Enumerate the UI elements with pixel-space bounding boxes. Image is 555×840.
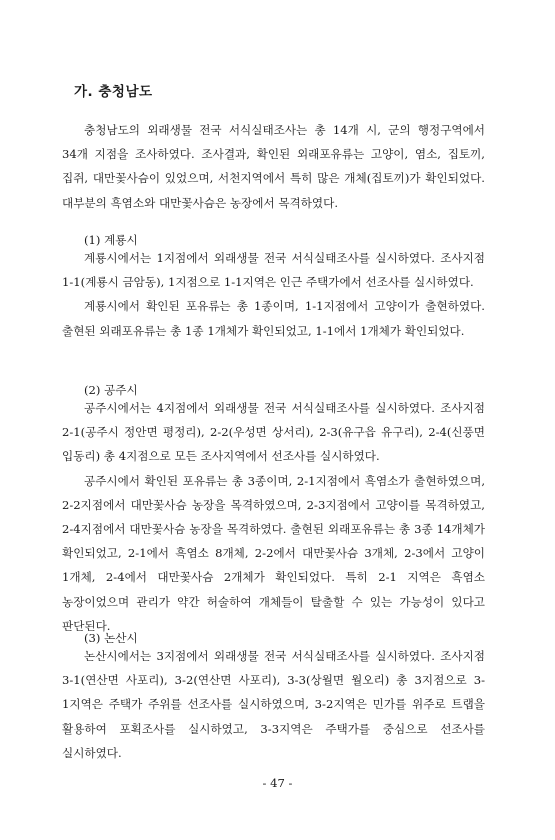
subsection-body-gyeryong bbox=[62, 246, 485, 343]
paragraph: 논산시에서는 3지점에서 외래생물 전국 서식실태조사를 실시하였다. 조사지점 3-1(연산면 사포리), 3-2(연산면 사포리), 3-3(상월면 월오리) 총 3지점으로 3-1지역은 주택가 주위를 선조사를 실시하였으며, 3-2지역은 민가를 위주로 트랩을 활용하여 포획조사를 실시하였고, 3-3지역은 주택가를 중심으로 선조사를 실시하였다. bbox=[62, 649, 485, 760]
section-heading: 가. 충청남도 bbox=[74, 84, 153, 100]
intro-paragraph: 충청남도의 외래생물 전국 서식실태조사는 총 14개 시, 군의 행정구역에서 34개 지점을 조사하였다. 조사결과, 확인된 외래포유류는 고양이, 염소, 집토끼, 집쥐, 대만꽃사슴이 있었으며, 서천지역에서 특히 많은 개체(집토끼)가 확인되었다. 대부분의 흑염소와 대만꽃사슴은 농장에서 목격하였다. bbox=[62, 123, 485, 210]
subsection-body-nonsan bbox=[62, 644, 485, 765]
subsection-title-gongju: (2) 공주시 bbox=[84, 383, 138, 397]
page-number: - 47 - bbox=[262, 776, 293, 790]
paragraph: 계룡시에서 확인된 포유류는 총 1종이며, 1-1지점에서 고양이가 출현하였다. 출현된 외래포유류는 총 1종 1개체가 확인되었고, 1-1에서 1개체가 확인되었다. bbox=[62, 299, 485, 338]
paragraph: 계룡시에서는 1지점에서 외래생물 전국 서식실태조사를 실시하였다. 조사지점 1-1(계룡시 금암동), 1지점으로 1-1지역은 인근 주택가에서 선조사를 실시하였다. bbox=[62, 251, 485, 290]
paragraph: 공주시에서 확인된 포유류는 총 3종이며, 2-1지점에서 흑염소가 출현하였으며, 2-2지점에서 대만꽃사슴 농장을 목격하였으며, 2-3지점에서 고양이를 목격하였고, 2-4지점에서 대만꽃사슴 농장을 목격하였다. 출현된 외래포유류는 총 3종 14개체가 확인되었고, 2-1에서 흑염소 8개체, 2-2에서 대만꽃사슴 3개체, 2-3에서 고양이 1개체, 2-4에서 대만꽃사슴 2개체가 확인되었다. 특히 2-1 지역은 흑염소 농장이었으며 관리가 약간 허술하여 개체들이 탈출할 수 있는 가능성이 있다고 판단된다. bbox=[62, 473, 485, 633]
subsection-body-gongju bbox=[62, 396, 485, 638]
intro-block bbox=[62, 118, 485, 215]
subsection-title-nonsan: (3) 논산시 bbox=[84, 631, 138, 645]
paragraph: 공주시에서는 4지점에서 외래생물 전국 서식실태조사를 실시하였다. 조사지점 2-1(공주시 정안면 평정리), 2-2(우성면 상서리), 2-3(유구읍 유구리), 2-4(신풍면 입동리) 총 4지점으로 모든 조사지역에서 선조사를 실시하였다. bbox=[62, 401, 485, 464]
subsection-title-gyeryong: (1) 계룡시 bbox=[84, 233, 138, 247]
